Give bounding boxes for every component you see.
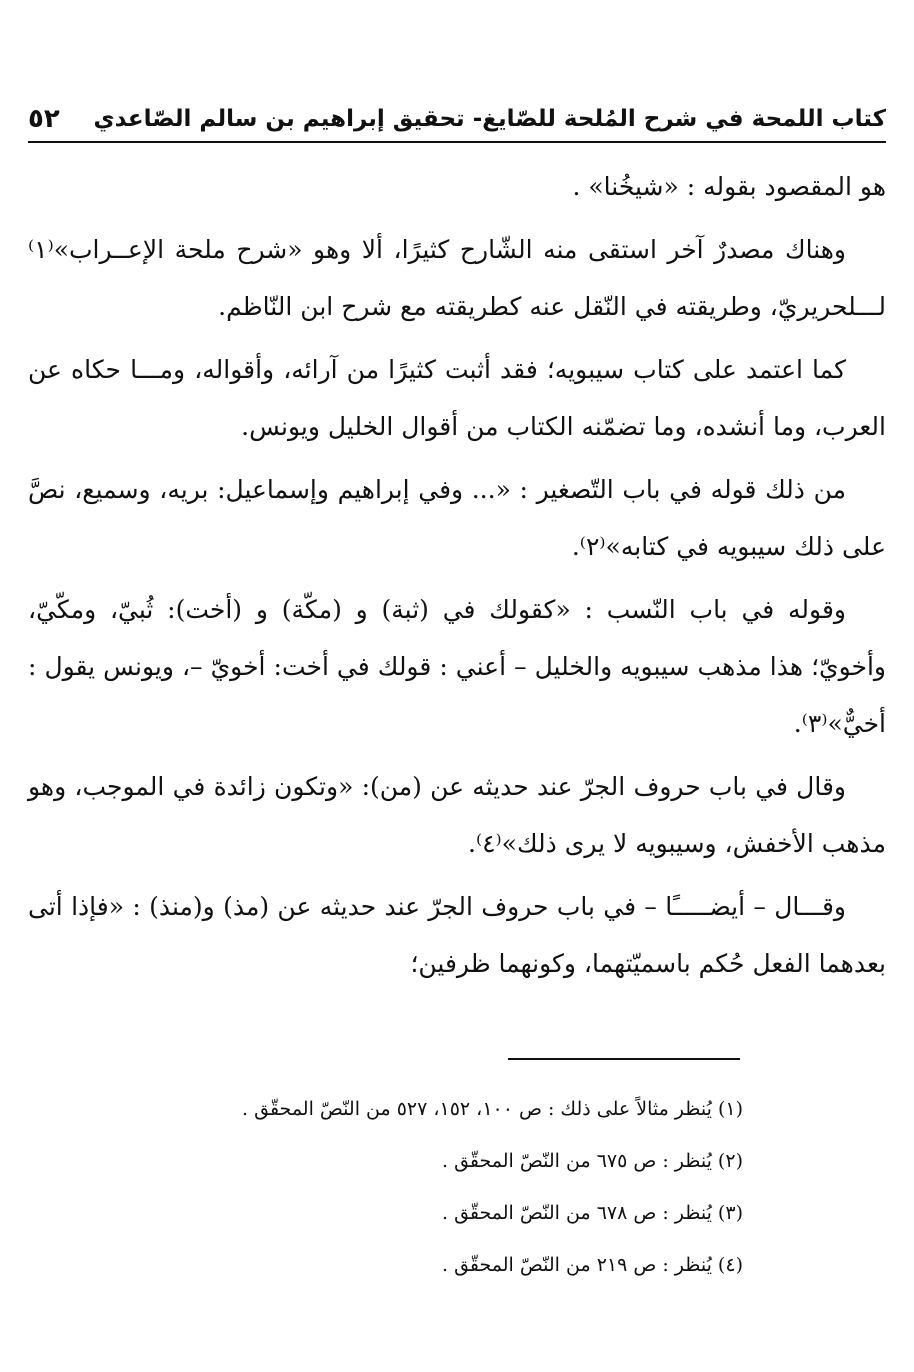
body-text xyxy=(28,158,886,998)
paragraph: وقال في باب حروف الجرّ عند حديثه عن (من): «وتكون زائدة في الموجب، وهو مذهب الأخفش، وسيبويه لا يرى ذلك»⁽٤⁾. xyxy=(28,772,886,858)
footnotes xyxy=(60,1083,743,1291)
header-rule xyxy=(28,141,886,143)
page-number: ٥٢ xyxy=(28,104,60,134)
footnote: (٢) يُنظر : ص ٦٧٥ من النّصّ المحقّق . xyxy=(441,1150,743,1172)
paragraph: وقوله في باب النّسب : «كقولك في (ثبة) و (مكّة) و (أخت): ثُبيّ، ومكّيّ، وأخويّ؛ هذا مذهب سيبويه والخليل – أعني : قولك في أخت: أخويّ –، ويونس يقول : أخيٌّ»⁽٣⁾. xyxy=(28,595,886,738)
footnote: (٣) يُنظر : ص ٦٧٨ من النّصّ المحقّق . xyxy=(441,1202,743,1224)
header-title: كتاب اللمحة في شرح المُلحة للصّايغ- تحقيق إبراهيم بن سالم الصّاعدي xyxy=(93,106,886,132)
paragraph: هو المقصود بقوله : «شيخُنا» . xyxy=(572,172,886,201)
footnote-separator xyxy=(508,1058,740,1060)
footnote: (٤) يُنظر : ص ٢١٩ من النّصّ المحقّق . xyxy=(441,1254,743,1276)
footnote: (١) يُنظر مثالاً على ذلك : ص ١٠٠، ١٥٢، ٥٢٧ من النّصّ المحقّق . xyxy=(242,1098,743,1120)
paragraph: كما اعتمد على كتاب سيبويه؛ فقد أثبت كثيرًا من آرائه، وأقواله، ومـــا حكاه عن العرب، وما أنشده، وما تضمّنه الكتاب من أقوال الخليل ويونس. xyxy=(28,355,886,441)
paragraph: وهناك مصدرٌ آخر استقى منه الشّارح كثيرًا، ألا وهو «شرح ملحة الإعــراب»⁽١⁾ لـــلحريريّ، وطريقته في النّقل عنه كطريقته مع شرح ابن النّاظم. xyxy=(28,235,886,321)
running-header xyxy=(28,100,886,140)
paragraph: من ذلك قوله في باب التّصغير : «... وفي إبراهيم وإسماعيل: بريه، وسميع، نصَّ على ذلك سيبويه في كتابه»⁽٢⁾. xyxy=(28,475,886,561)
paragraph: وقـــال – أيضـــــًا – في باب حروف الجرّ عند حديثه عن (مذ) و(منذ) : «فإذا أتى بعدهما الفعل حُكم باسميّتهما، وكونهما ظرفين؛ xyxy=(28,892,886,978)
